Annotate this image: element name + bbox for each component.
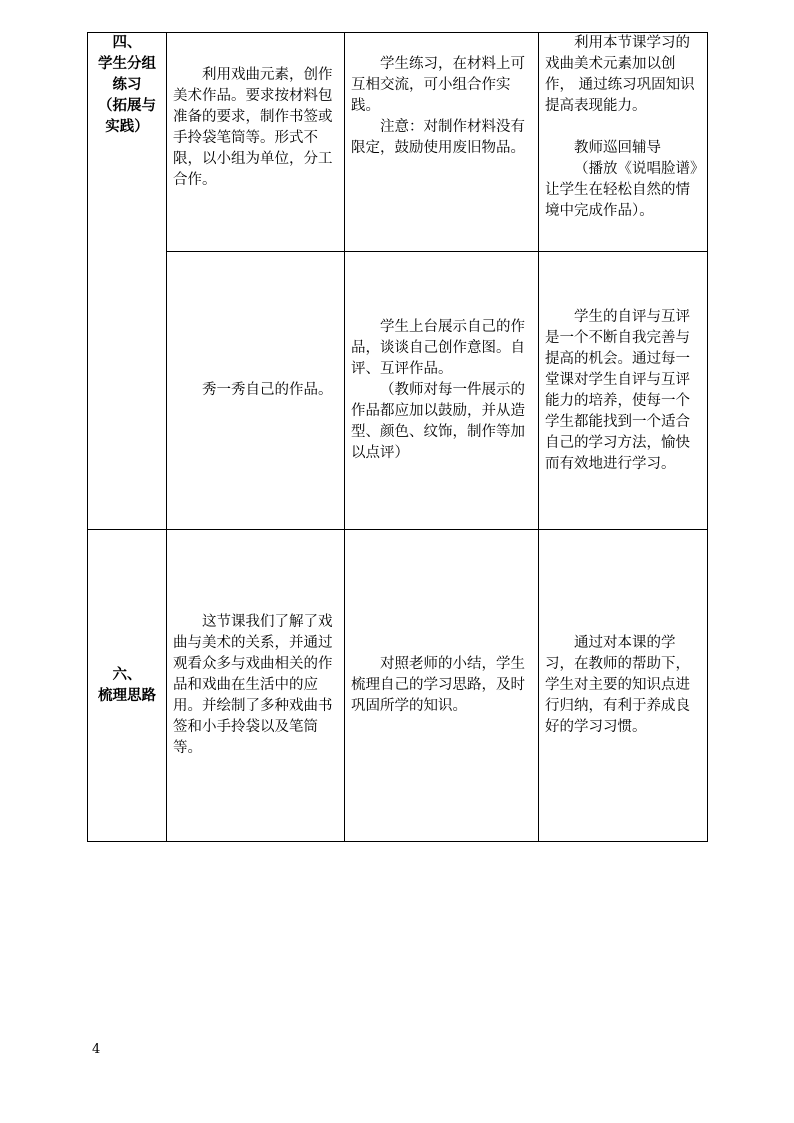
stage-label-cell	[88, 33, 167, 530]
table-row	[88, 33, 708, 252]
table-row	[88, 252, 708, 530]
student-activity-text: 学生练习，在材料上可互相交流，可小组合作实践。	[351, 56, 525, 114]
design-intent-cell	[539, 530, 708, 842]
stage-label-line: （拓展与	[98, 98, 156, 114]
design-intent-text: 利用本节课学习的戏曲美术元素加以创作， 通过练习巩固知识提高表现能力。	[545, 35, 695, 114]
teacher-guidance-text: 教师巡回辅导	[574, 140, 661, 156]
stage-label-line: 实践）	[105, 119, 149, 135]
content-text: 利用戏曲元素，创作美术作品。要求按材料包准备的要求，制作书签或手拎袋笔筒等。形式不限，以小组为单位，分工合作。	[173, 67, 333, 188]
content-cell	[167, 252, 345, 530]
student-activity-cell	[345, 252, 539, 530]
stage-label-line: 练习	[112, 77, 142, 93]
stage-label-cell	[88, 530, 167, 842]
music-note-text: （播放《说唱脸谱》让学生在轻松自然的情境中完成作品）。	[545, 161, 698, 219]
student-activity-text: 学生上台展示自己的作品，谈谈自己创作意图。自评、互评作品。	[351, 319, 525, 377]
design-intent-text: 学生的自评与互评是一个不断自我完善与提高的机会。通过每一堂课对学生自评与互评能力的培养，使每一个学生都能找到一个适合自己的学习方法，愉快而有效地进行学习。	[545, 308, 690, 472]
page-number: 4	[92, 1042, 101, 1057]
design-intent-cell	[539, 252, 708, 530]
stage-label-line: 学生分组	[98, 56, 156, 72]
content-text: 这节课我们了解了戏曲与美术的关系，并通过观看众多与戏曲相关的作品和戏曲在生活中的应用。并绘制了多种戏曲书签和小手拎袋以及笔筒等。	[173, 614, 333, 756]
stage-label-line: 梳理思路	[98, 687, 156, 704]
table-row	[88, 530, 708, 842]
content-cell	[167, 33, 345, 252]
stage-label-line: 四、	[112, 35, 142, 51]
stage-label-line: 六、	[112, 666, 142, 683]
lesson-plan-table	[87, 32, 708, 842]
student-activity-cell	[345, 33, 539, 252]
content-cell	[167, 530, 345, 842]
design-intent-cell	[539, 33, 708, 252]
student-activity-cell	[345, 530, 539, 842]
teacher-note-text: （教师对每一件展示的作品都应加以鼓励，并从造型、颜色、纹饰，制作等加以点评）	[351, 382, 525, 461]
content-text: 秀一秀自己的作品。	[202, 382, 333, 398]
design-intent-text: 通过对本课的学习，在教师的帮助下，学生对主要的知识点进行归纳，有利于养成良好的学习习惯。	[545, 635, 690, 735]
note-text: 注意：对制作材料没有限定，鼓励使用废旧物品。	[351, 119, 525, 156]
student-activity-text: 对照老师的小结，学生梳理自己的学习思路，及时巩固所学的知识。	[351, 656, 525, 714]
